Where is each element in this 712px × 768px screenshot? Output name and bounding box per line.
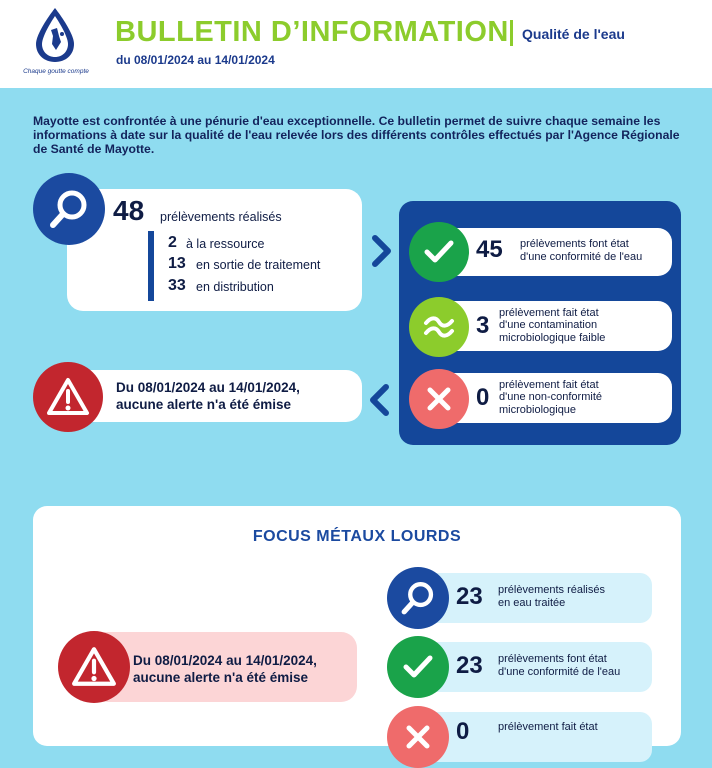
intro-text: Mayotte est confrontée à une pénurie d'eau exceptionnelle. Ce bulletin permet de suivre chaque semaine les informations à date sur la qualité de l'eau relevée lors des différents contrôles effectués par l'Agence Régionale de Santé de Mayotte. <box>33 114 680 156</box>
focus-item-samples-value: 23 <box>456 583 483 610</box>
search-icon <box>399 579 437 617</box>
close-icon <box>425 385 453 413</box>
focus-search-badge <box>387 567 449 629</box>
bulletin-dates: du 08/01/2024 au 14/01/2024 <box>116 53 275 67</box>
focus-item-nonconformity-value: 0 <box>456 718 470 745</box>
alert-line-2: aucune alerte n'a été émise <box>116 397 292 412</box>
result-contamination-line3: microbiologique faible <box>499 332 606 344</box>
focus-item-conformity-line2: d'une conformité de l'eau <box>498 666 621 678</box>
breakdown-bar <box>148 231 154 301</box>
alert-badge <box>33 362 103 432</box>
result-conformity-line1: prélèvements font état <box>520 238 629 250</box>
cross-badge <box>409 369 469 429</box>
alert-card <box>67 370 362 422</box>
result-conformity-line2: d'une conformité de l'eau <box>520 251 643 263</box>
check-icon <box>402 653 434 681</box>
result-conformity-value: 45 <box>476 236 503 263</box>
breakdown-label-ressource: à la ressource <box>186 237 265 251</box>
focus-item-nonconformity-line1: prélèvement fait état <box>498 721 598 733</box>
close-icon <box>404 723 432 751</box>
samples-total-label: prélèvements réalisés <box>160 210 282 224</box>
result-contamination-value: 3 <box>476 312 490 339</box>
approx-badge <box>409 297 469 357</box>
focus-item-conformity-line1: prélèvements font état <box>498 653 607 665</box>
logo-tagline: Chaque goutte compte <box>23 68 89 75</box>
chevron-right-icon <box>370 234 394 268</box>
warning-icon <box>71 646 117 688</box>
focus-alert-line-1: Du 08/01/2024 au 14/01/2024, <box>133 653 317 668</box>
breakdown-value-distribution: 33 <box>168 277 186 294</box>
chevron-left-icon <box>367 383 391 417</box>
focus-check-badge <box>387 636 449 698</box>
breakdown-value-traitement: 13 <box>168 255 186 272</box>
header <box>0 0 712 88</box>
check-icon <box>423 238 455 266</box>
check-badge <box>409 222 469 282</box>
result-contamination-line1: prélèvement fait état <box>499 307 599 319</box>
focus-alert-card <box>92 632 357 702</box>
logo <box>16 6 96 80</box>
page-title: BULLETIN D’INFORMATION <box>115 16 509 48</box>
alert-line-1: Du 08/01/2024 au 14/01/2024, <box>116 380 300 395</box>
water-drop-icon <box>32 6 78 64</box>
focus-cross-badge <box>387 706 449 768</box>
title-divider <box>510 20 513 46</box>
approx-icon <box>423 314 455 340</box>
focus-card <box>33 506 681 746</box>
focus-alert-badge <box>58 631 130 703</box>
search-badge <box>33 173 105 245</box>
focus-alert-line-2: aucune alerte n'a été émise <box>133 670 309 685</box>
result-nonconformity-line1: prélèvement fait état <box>499 379 599 391</box>
samples-card <box>67 189 362 311</box>
result-nonconformity-line2: d'une non-conformité <box>499 391 602 403</box>
breakdown-label-traitement: en sortie de traitement <box>196 258 321 272</box>
result-nonconformity-value: 0 <box>476 384 490 411</box>
focus-item-samples-line2: en eau traitée <box>498 597 566 609</box>
page-subtitle: Qualité de l'eau <box>522 26 625 42</box>
result-contamination-line2: d'une contamination <box>499 319 598 331</box>
focus-item-samples-line1: prélèvements réalisés <box>498 584 605 596</box>
focus-title: FOCUS MÉTAUX LOURDS <box>252 528 462 545</box>
search-icon <box>47 187 91 231</box>
samples-total: 48 <box>113 195 145 226</box>
warning-icon <box>46 377 90 417</box>
result-nonconformity-line3: microbiologique <box>499 404 577 416</box>
breakdown-value-ressource: 2 <box>168 234 177 251</box>
focus-item-conformity-value: 23 <box>456 652 483 679</box>
breakdown-label-distribution: en distribution <box>196 280 274 294</box>
